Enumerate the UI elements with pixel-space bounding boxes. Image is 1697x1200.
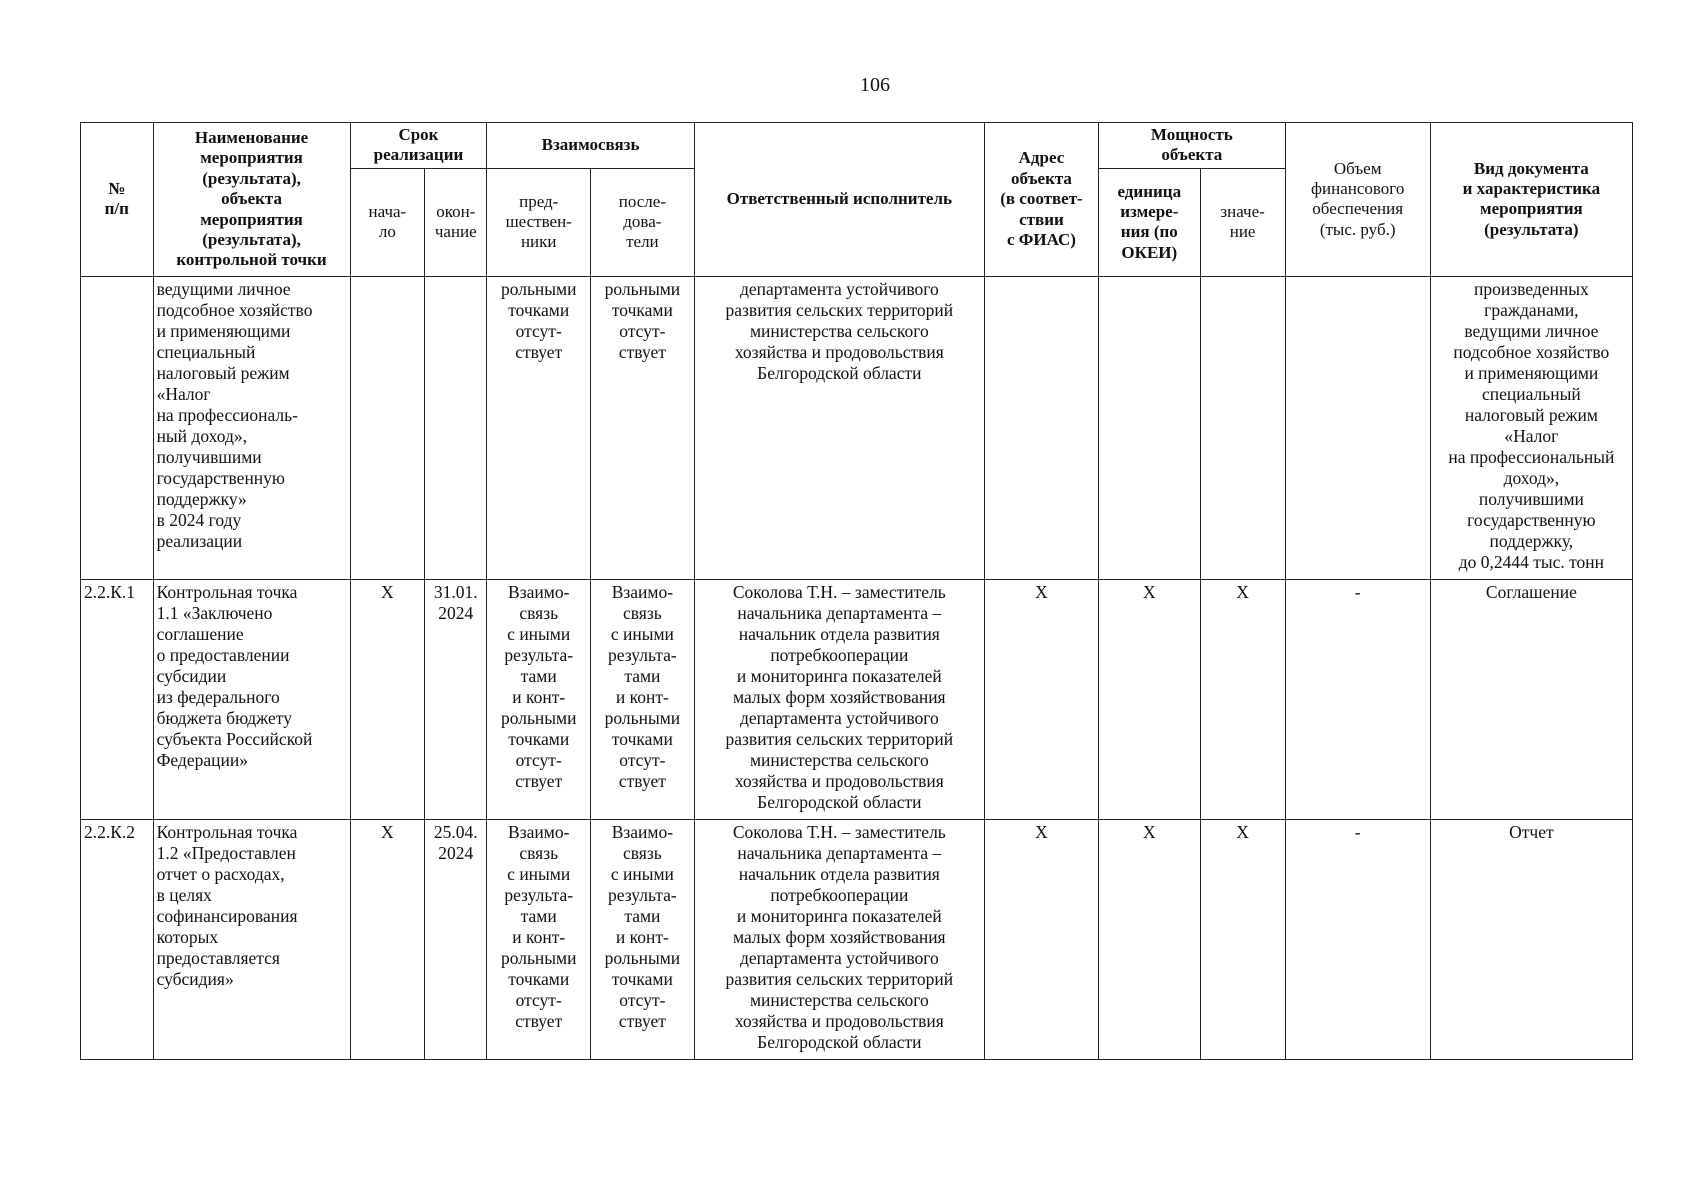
- cell-responsible: Соколова Т.Н. – заместитель начальника департамента – начальник отдела развития потребкооперации и мониторинга показателей малых форм хозяйствования департамента устойчивого развития сельских территорий министерства сельского хозяйства и продовольствия Белгородской области: [694, 579, 984, 819]
- cell-address: X: [984, 579, 1098, 819]
- cell-address: [984, 276, 1098, 579]
- header-capacity: Мощность объекта: [1099, 123, 1286, 169]
- cell-end: 31.01. 2024: [425, 579, 487, 819]
- header-term: Срок реализации: [350, 123, 487, 169]
- cell-doc: произведенных гражданами, ведущими личное подсобное хозяйство и применяющими специальный налоговый режим «Налог на профессиональный доход», получившими государственную поддержку, до 0,2444 тыс. тонн: [1430, 276, 1632, 579]
- cell-responsible: департамента устойчивого развития сельских территорий министерства сельского хозяйства и продовольствия Белгородской области: [694, 276, 984, 579]
- cell-responsible: Соколова Т.Н. – заместитель начальника департамента – начальник отдела развития потребкооперации и мониторинга показателей малых форм хозяйствования департамента устойчивого развития сельских территорий министерства сельского хозяйства и продовольствия Белгородской области: [694, 819, 984, 1059]
- cell-prev: Взаимо- связь с иными результа- тами и конт- рольными точками отсут- ствует: [487, 579, 591, 819]
- cell-finance: -: [1285, 819, 1430, 1059]
- cell-unit: X: [1099, 819, 1201, 1059]
- header-relation-prev: пред- шествен- ники: [487, 168, 591, 276]
- cell-unit: X: [1099, 579, 1201, 819]
- header-doc-type: Вид документа и характеристика мероприятия (результата): [1430, 123, 1632, 277]
- cell-next: Взаимо- связь с иными результа- тами и конт- рольными точками отсут- ствует: [591, 579, 695, 819]
- header-name: Наименование мероприятия (результата), объекта мероприятия (результата), контрольной точки: [153, 123, 350, 277]
- cell-next: Взаимо- связь с иными результа- тами и конт- рольными точками отсут- ствует: [591, 819, 695, 1059]
- header-capacity-value: значе- ние: [1200, 168, 1285, 276]
- cell-start: [350, 276, 425, 579]
- header-finance: Объем финансового обеспечения (тыс. руб.): [1285, 123, 1430, 277]
- cell-end: [425, 276, 487, 579]
- page-number: 106: [860, 74, 890, 96]
- cell-doc: Соглашение: [1430, 579, 1632, 819]
- activities-table: [80, 122, 1633, 1060]
- cell-start: X: [350, 579, 425, 819]
- header-num: № п/п: [81, 123, 154, 277]
- cell-num: 2.2.К.2: [81, 819, 154, 1059]
- cell-start: X: [350, 819, 425, 1059]
- cell-name: Контрольная точка 1.2 «Предоставлен отчет о расходах, в целях софинансирования которых предоставляется субсидия»: [153, 819, 350, 1059]
- cell-unit: [1099, 276, 1201, 579]
- cell-value: X: [1200, 819, 1285, 1059]
- cell-value: [1200, 276, 1285, 579]
- header-responsible: Ответственный исполнитель: [694, 123, 984, 277]
- cell-doc: Отчет: [1430, 819, 1632, 1059]
- cell-prev: Взаимо- связь с иными результа- тами и конт- рольными точками отсут- ствует: [487, 819, 591, 1059]
- table-row: [81, 819, 1633, 1059]
- cell-name: ведущими личное подсобное хозяйство и применяющими специальный налоговый режим «Налог на профессиональ- ный доход», получившими государственную поддержку» в 2024 году реализации: [153, 276, 350, 579]
- header-relation-next: после- дова- тели: [591, 168, 695, 276]
- cell-end: 25.04. 2024: [425, 819, 487, 1059]
- cell-finance: -: [1285, 579, 1430, 819]
- cell-prev: рольными точками отсут- ствует: [487, 276, 591, 579]
- cell-num: 2.2.К.1: [81, 579, 154, 819]
- cell-name: Контрольная точка 1.1 «Заключено соглашение о предоставлении субсидии из федерального бюджета бюджету субъекта Российской Федерации»: [153, 579, 350, 819]
- cell-finance: [1285, 276, 1430, 579]
- header-term-start: нача- ло: [350, 168, 425, 276]
- table-row: [81, 276, 1633, 579]
- header-address: Адрес объекта (в соответ- ствии с ФИАС): [984, 123, 1098, 277]
- header-term-end: окон- чание: [425, 168, 487, 276]
- header-capacity-unit: единица измере- ния (по ОКЕИ): [1099, 168, 1201, 276]
- table-header: [81, 123, 1633, 277]
- header-relation: Взаимосвязь: [487, 123, 694, 169]
- cell-address: X: [984, 819, 1098, 1059]
- cell-num: [81, 276, 154, 579]
- cell-value: X: [1200, 579, 1285, 819]
- table-row: [81, 579, 1633, 819]
- cell-next: рольными точками отсут- ствует: [591, 276, 695, 579]
